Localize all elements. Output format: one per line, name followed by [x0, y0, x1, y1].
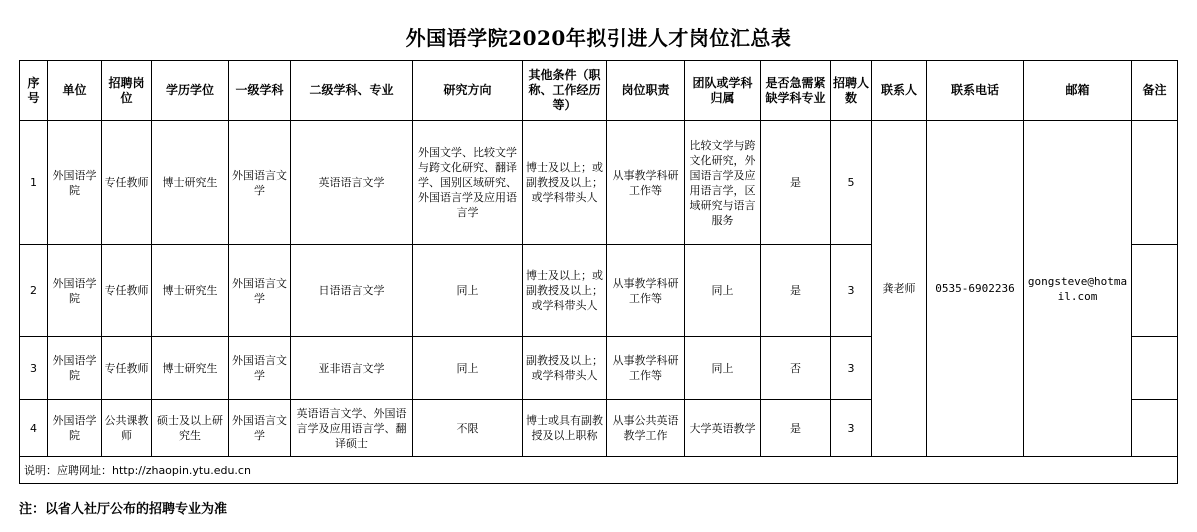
- position-cell: 公共课教师: [102, 400, 152, 457]
- note-row: [20, 457, 1178, 484]
- level1-discipline-cell: 外国语言文学: [229, 121, 291, 245]
- count-cell: 3: [831, 245, 872, 337]
- team-cell: 比较文学与跨文化研究，外国语言学及应用语言学，区域研究与语言服务: [685, 121, 761, 245]
- degree-cell: 博士研究生: [152, 245, 229, 337]
- duty-cell: 从事教学科研工作等: [607, 337, 685, 400]
- conditions-cell: 博士或具有副教授及以上职称: [523, 400, 607, 457]
- remark-cell: [1132, 245, 1178, 337]
- remark-cell: [1132, 400, 1178, 457]
- note-text: 说明：应聘网址：http://zhaopin.ytu.edu.cn: [20, 457, 1178, 484]
- degree-cell: 硕士及以上研究生: [152, 400, 229, 457]
- row-number: 3: [20, 337, 48, 400]
- urgent-cell: 是: [761, 400, 831, 457]
- team-cell: 同上: [685, 337, 761, 400]
- urgent-cell: 是: [761, 245, 831, 337]
- table-header-row: [20, 61, 1178, 121]
- level2-discipline-cell: 日语语言文学: [291, 245, 413, 337]
- unit-cell: 外国语学院: [48, 121, 102, 245]
- header-cell: 招聘人数: [831, 61, 872, 121]
- research-direction-cell: 同上: [413, 245, 523, 337]
- header-cell: 单位: [48, 61, 102, 121]
- header-cell: 其他条件（职称、工作经历等）: [523, 61, 607, 121]
- duty-cell: 从事教学科研工作等: [607, 245, 685, 337]
- remark-cell: [1132, 121, 1178, 245]
- header-cell: 学历学位: [152, 61, 229, 121]
- header-cell: 邮箱: [1024, 61, 1132, 121]
- degree-cell: 博士研究生: [152, 121, 229, 245]
- remark-cell: [1132, 337, 1178, 400]
- conditions-cell: 副教授及以上；或学科带头人: [523, 337, 607, 400]
- urgent-cell: 是: [761, 121, 831, 245]
- contact-email-cell: gongsteve@hotmail.com: [1024, 121, 1132, 457]
- header-cell: 是否急需紧缺学科专业: [761, 61, 831, 121]
- level1-discipline-cell: 外国语言文学: [229, 245, 291, 337]
- count-cell: 3: [831, 337, 872, 400]
- contact-person-cell: 龚老师: [872, 121, 927, 457]
- header-cell: 岗位职责: [607, 61, 685, 121]
- research-direction-cell: 同上: [413, 337, 523, 400]
- header-cell: 一级学科: [229, 61, 291, 121]
- count-cell: 3: [831, 400, 872, 457]
- row-number: 2: [20, 245, 48, 337]
- page-title: 外国语学院2020年拟引进人才岗位汇总表: [405, 26, 792, 50]
- conditions-cell: 博士及以上；或副教授及以上；或学科带头人: [523, 121, 607, 245]
- research-direction-cell: 不限: [413, 400, 523, 457]
- contact-phone-cell: 0535-6902236: [927, 121, 1024, 457]
- header-cell: 研究方向: [413, 61, 523, 121]
- urgent-cell: 否: [761, 337, 831, 400]
- row-number: 1: [20, 121, 48, 245]
- unit-cell: 外国语学院: [48, 400, 102, 457]
- position-cell: 专任教师: [102, 337, 152, 400]
- header-cell: 序号: [20, 61, 48, 121]
- footer-note: 注：以省人社厅公布的招聘专业为准: [19, 502, 228, 517]
- research-direction-cell: 外国文学、比较文学与跨文化研究、翻译学、国别区域研究、外国语言学及应用语言学: [413, 121, 523, 245]
- unit-cell: 外国语学院: [48, 337, 102, 400]
- level2-discipline-cell: 亚非语言文学: [291, 337, 413, 400]
- count-cell: 5: [831, 121, 872, 245]
- header-cell: 二级学科、专业: [291, 61, 413, 121]
- degree-cell: 博士研究生: [152, 337, 229, 400]
- row-number: 4: [20, 400, 48, 457]
- position-cell: 专任教师: [102, 121, 152, 245]
- team-cell: 同上: [685, 245, 761, 337]
- duty-cell: 从事公共英语教学工作: [607, 400, 685, 457]
- position-cell: 专任教师: [102, 245, 152, 337]
- header-cell: 招聘岗位: [102, 61, 152, 121]
- header-cell: 备注: [1132, 61, 1178, 121]
- level1-discipline-cell: 外国语言文学: [229, 400, 291, 457]
- header-cell: 团队或学科归属: [685, 61, 761, 121]
- team-cell: 大学英语教学: [685, 400, 761, 457]
- positions-table: [19, 60, 1178, 484]
- level1-discipline-cell: 外国语言文学: [229, 337, 291, 400]
- level2-discipline-cell: 英语语言文学、外国语言学及应用语言学、翻译硕士: [291, 400, 413, 457]
- header-cell: 联系电话: [927, 61, 1024, 121]
- conditions-cell: 博士及以上；或副教授及以上；或学科带头人: [523, 245, 607, 337]
- table-row: [20, 121, 1178, 245]
- unit-cell: 外国语学院: [48, 245, 102, 337]
- header-cell: 联系人: [872, 61, 927, 121]
- level2-discipline-cell: 英语语言文学: [291, 121, 413, 245]
- duty-cell: 从事教学科研工作等: [607, 121, 685, 245]
